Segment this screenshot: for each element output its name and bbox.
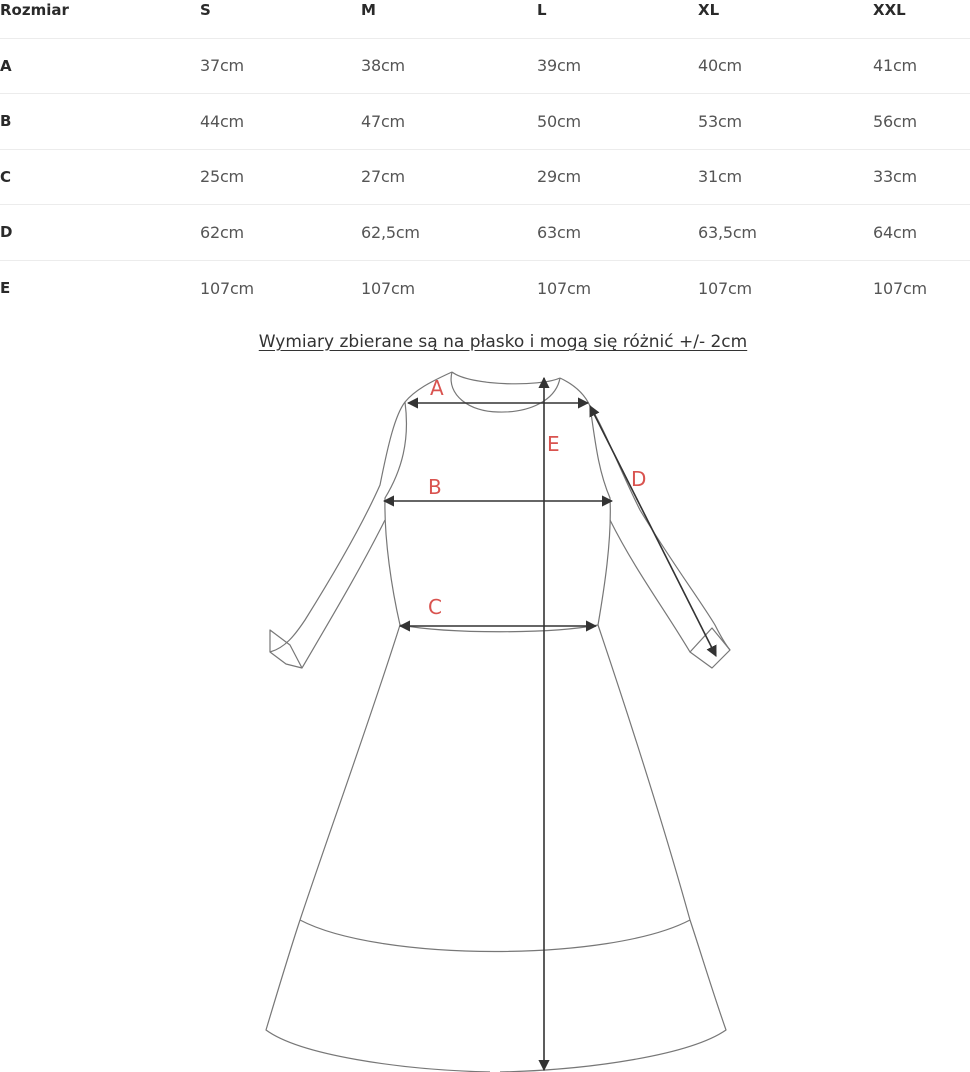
table-cell: 64cm — [873, 222, 917, 242]
table-cell: 107cm — [361, 278, 415, 298]
table-cell: 50cm — [537, 111, 581, 131]
measure-d-line — [590, 406, 716, 656]
row-label-d: D — [0, 223, 13, 242]
header-size-l: L — [537, 1, 547, 19]
table-cell: 63cm — [537, 222, 581, 242]
table-row — [0, 94, 970, 150]
table-cell: 62,5cm — [361, 222, 420, 242]
table-cell: 41cm — [873, 56, 917, 76]
table-cell: 56cm — [873, 111, 917, 131]
table-cell: 29cm — [537, 167, 581, 187]
dress-measurement-diagram — [0, 360, 970, 1072]
table-cell: 107cm — [698, 278, 752, 298]
table-row — [0, 260, 970, 316]
table-cell: 31cm — [698, 167, 742, 187]
table-cell: 107cm — [873, 278, 927, 298]
table-cell: 53cm — [698, 111, 742, 131]
measurement-note-text: Wymiary zbierane są na płasko i mogą się różnić +/- 2cm — [258, 332, 748, 352]
label-d: D — [631, 467, 647, 491]
table-cell: 39cm — [537, 56, 581, 76]
header-size-xl: XL — [698, 1, 720, 19]
row-label-a: A — [0, 56, 12, 75]
table-cell: 37cm — [200, 56, 244, 76]
table-row — [0, 205, 970, 261]
header-size-label: Rozmiar — [0, 1, 69, 19]
table-cell: 44cm — [200, 111, 244, 131]
table-header-row — [0, 0, 970, 38]
table-cell: 63,5cm — [698, 222, 757, 242]
label-e: E — [547, 432, 560, 456]
table-cell: 107cm — [537, 278, 591, 298]
label-b: B — [428, 475, 442, 499]
label-c: C — [428, 595, 442, 619]
measurement-note — [0, 332, 970, 352]
dress-outline — [266, 372, 730, 1072]
table-cell: 38cm — [361, 56, 405, 76]
size-table — [0, 0, 970, 316]
header-size-xxl: XXL — [873, 1, 906, 19]
label-a: A — [430, 376, 444, 400]
row-label-e: E — [0, 279, 11, 297]
row-label-c: C — [0, 167, 11, 186]
table-row — [0, 38, 970, 94]
table-cell: 25cm — [200, 167, 244, 187]
table-cell: 27cm — [361, 167, 405, 187]
table-row — [0, 149, 970, 205]
table-cell: 107cm — [200, 278, 254, 298]
table-cell: 33cm — [873, 167, 917, 187]
header-size-m: M — [361, 1, 376, 19]
table-cell: 62cm — [200, 222, 244, 242]
header-size-s: S — [200, 1, 211, 19]
row-label-b: B — [0, 112, 12, 131]
table-cell: 47cm — [361, 111, 405, 131]
table-cell: 40cm — [698, 56, 742, 76]
